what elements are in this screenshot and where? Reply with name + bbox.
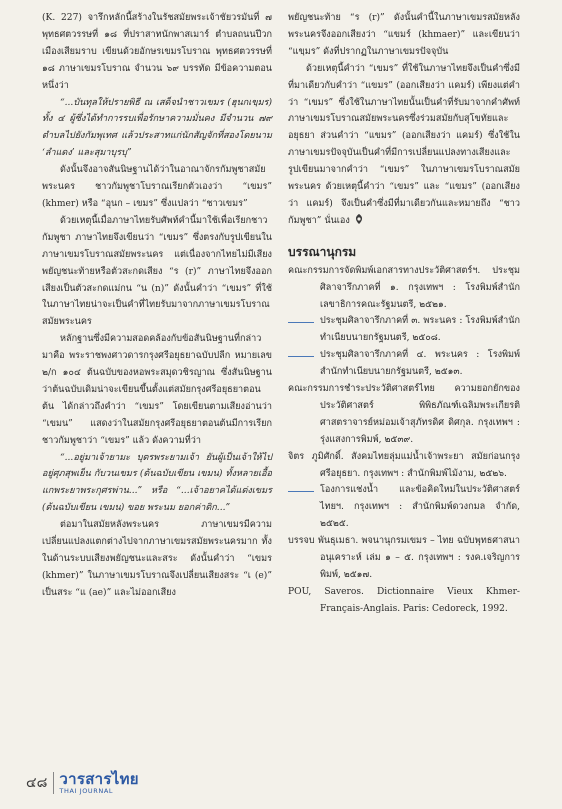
paragraph-final <box>288 61 520 230</box>
end-ornament-icon <box>353 213 365 225</box>
bibliography-entry: ประชุมศิลาจารึกภาคที่ ๔. พระนคร : โรงพิมพ์สำนักทำเนียบนายกรัฐมนตรี, ๒๕๑๓. <box>288 347 520 381</box>
repeat-author-dash <box>288 491 314 492</box>
bibliography-entry: โองการแช่งน้ำ และข้อคิดใหม่ในประวัติศาสตร์ไทยฯ. กรุงเทพฯ : สำนักพิมพ์ดวงกมล จำกัด, ๒๕๒๕. <box>288 482 520 533</box>
bibliography-heading: บรรณานุกรม <box>288 244 357 259</box>
paragraph: พยัญชนะท้าย “ร (r)” ดังนั้นคำนี้ในภาษาเขมรสมัยหลังพระนครจึงออกเสียงว่า “แขมร์ (khmaer)” และเขียนว่า “แขฺมร” ดังที่ปรากฏในภาษาเขมรปัจจุบัน <box>288 13 520 57</box>
bibliography-entry: ประชุมศิลาจารึกภาคที่ ๓. พระนคร : โรงพิมพ์สำนักทำเนียบนายกรัฐมนตรี, ๒๕๐๘. <box>288 313 520 347</box>
bibliography-entry: POU, Saveros. Dictionnaire Vieux Khmer-Français-Anglais. Paris: Cedoreck, 1992. <box>288 586 520 614</box>
inscription-quote: “...บันทุลให้ปรายพิธี ณ เสด็จนำชาวเขมร (ฮุนกเขฺมร) ทั้ง ๔ ผู้ซึ่งได้ทำการรบเพื่อรักษาความมั่นคง มีจำนวน ๗๙ ตำบลไปยังกัมพุเทศ แล้วประสาทแก่นักสัญจักที่สองโดยนาม ‘ลำแดง’ และสุมาบุรบุ” <box>42 97 272 159</box>
bibliography-entry: คณะกรรมการจัดพิมพ์เอกสารทางประวัติศาสตร์ฯ. ประชุมศิลาจารึกภาคที่ ๑. กรุงเทพฯ : โรงพิมพ์สำนักเลขาธิการคณะรัฐมนตรี, ๒๕๒๑. <box>288 265 520 310</box>
paragraph-text: ด้วยเหตุนี้คำว่า “เขมร” ที่ใช้ในภาษาไทยจึงเป็นคำซึ่งมีที่มาเดียวกับคำว่า “แขมร” (ออกเสียงว่า แคมร์) เพียงแต่คำว่า “เขมร” ซึ่งใช้ในภาษาไทยนั้นเป็นคำที่รับมาจากคำศัพท์ภาษาเขมรโบราณสมัยพระนครซึ่งร่วมสมัยกับสุโขทัยและอยุธยา ส่วนคำว่า “แขมร” (ออกเสียงว่า แคมร์) ซึ่งใช้ในภาษาเขมรปัจจุบันเป็นคำที่มีการเปลี่ยนแปลงทางเสียงและรูปเขียนมาจากคำว่า “เขมร” ในภาษาเขมรโบราณสมัยพระนคร ด้วยเหตุนี้คำว่า “เขมร” และ “แขมร” (ออกเสียงว่า แคมร์) จึงเป็นคำซึ่งมีที่มาเดียวกันและหมายถึง “ชาวกัมพูชา” นั่นเอง <box>288 63 520 226</box>
bibliography-entry: บรรจบ พันธุเมธา. พจนานุกรมเขมร – ไทย ฉบับพุทธศาสนาอนุเคราะห์ เล่ม ๑ – ๕. กรุงเทพฯ : รงค.เจริญการพิมพ์, ๒๕๑๗. <box>288 536 520 580</box>
paragraph: ดังนั้นจึงอาจสันนิษฐานได้ว่าในอาณาจักรกัมพูชาสมัยพระนคร ชาวกัมพูชาโบราณเรียกตัวเองว่า “เขมร” (khmer) หรือ “อุนก – เขมร” ซึ่งแปลว่า “ชาวเขมร” <box>42 165 272 209</box>
footer-divider <box>53 772 54 794</box>
chronicle-quote: “...อยู่มาเจ้ายามะ บุตรพระยามเจ้า ยันผู้เป็นเจ้าให้ไปอยู่ศุภสุพเย็น กับวนเขมร (ต้นฉบับเขียน เขมน) ทั้งหลายเอื้อแกพระยาพระกุศรพ่าน...” หรือ “...เจ้าอยาคได้แต่งเขมร (ต้นฉบับเขียน เขมน) ขอย พระนม ยอกค่าติก...” <box>42 452 272 514</box>
logo-subtitle: THAI JOURNAL <box>59 786 114 795</box>
paragraph: หลักฐานซึ่งมีความสอดคล้องกับข้อสันนิษฐานที่กล่าวมาคือ พระราชพงศาวดารกรุงศรีอยุธยาฉบับปลีก หมายเลข ๒/ก ๑๐๔ ต้นฉบับของหอพระสมุดวชิรญาณ ซึ่งสันนิษฐานว่าต้นฉบับเดิมน่าจะเขียนขึ้นตั้งแต่สมัยกรุงศรีอยุธยาตอนต้น ได้กล่าวถึงคำว่า “เขมร” โดยเขียนตามเสียงอ่านว่า “เขมน” แสดงว่าในสมัยกรุงศรีอยุธยาตอนต้นมีการเรียกชาวกัมพูชาว่า “เขมร” แล้ว ดังความที่ว่า <box>42 334 272 446</box>
journal-logo <box>59 769 139 795</box>
paragraph: ด้วยเหตุนี้เมื่อภาษาไทยรับศัพท์คำนี้มาใช้เพื่อเรียกชาวกัมพูชา ภาษาไทยจึงเขียนว่า “เขมร” ซึ่งตรงกับรูปเขียนในภาษาเขมรโบราณสมัยพระนคร แต่เนื่องจากไทยไม่มีเสียงพยัญชนะท้ายหรือตัวสะกดเสียง “ร (r)” ภาษาไทยจึงออกเสียงเป็นตัวสะกดแม่กน “น (n)” ดังนั้นคำว่า “เขมร” ที่ใช้ในภาษาไทยน่าจะเป็นคำที่ไทยรับมาจากภาษาเขมรโบราณสมัยพระนคร <box>42 215 272 328</box>
bibliography-entry: จิตร ภูมิศักดิ์. สังคมไทยลุ่มแม่น้ำเจ้าพระยา สมัยก่อนกรุงศรีอยุธยา. กรุงเทพฯ : สำนักพิมพ์ไม้งาม, ๒๕๒๖. <box>288 451 520 479</box>
repeat-author-dash <box>288 322 314 323</box>
paragraph: ต่อมาในสมัยหลังพระนคร ภาษาเขมรมีความเปลี่ยนแปลงแตกต่างไปจากภาษาเขมรสมัยพระนครมาก ทั้งในด้านระบบเสียงพยัญชนะและสระ ดังนั้นคำว่า “เขมร (khmer)” ในภาษาเขมรโบราณจึงเปลี่ยนเสียงสระ “เ (e)” เป็นสระ “แ (ae)” และไม่ออกเสียง <box>42 520 272 598</box>
bibliography-entry: คณะกรรมการชำระประวัติศาสตร์ไทย ความยอกยักของประวัติศาสตร์ พิพิธภัณฑ์เฉลิมพระเกียรติ ศาสตราจารย์หม่อมเจ้าสุภัทรดิศ ดิศกุล. กรุงเทพฯ : รุ่งแสงการพิมพ์, ๒๕๓๙. <box>288 384 520 445</box>
page-footer <box>26 770 166 796</box>
right-column <box>288 10 520 618</box>
logo-title: วารสารไทย <box>59 769 139 788</box>
page-number: ๔๘ <box>26 775 48 791</box>
left-column <box>42 10 272 602</box>
paragraph: (K. 227) จารึกหลักนี้สร้างในรัชสมัยพระเจ้าชัยวรมันที่ ๗ พุทธศตวรรษที่ ๑๘ ที่ปราสาทนักพาสเมาร์ ตำบลถนนปีวก เมืองเสียมราบ เขียนด้วยอักษรเขมรโบราณ พุทธศตวรรษที่ ๑๘ ภาษาเขมรโบราณ จำนวน ๖๙ บรรทัด มีข้อความตอนหนึ่งว่า <box>42 13 272 91</box>
repeat-author-dash <box>288 356 314 357</box>
